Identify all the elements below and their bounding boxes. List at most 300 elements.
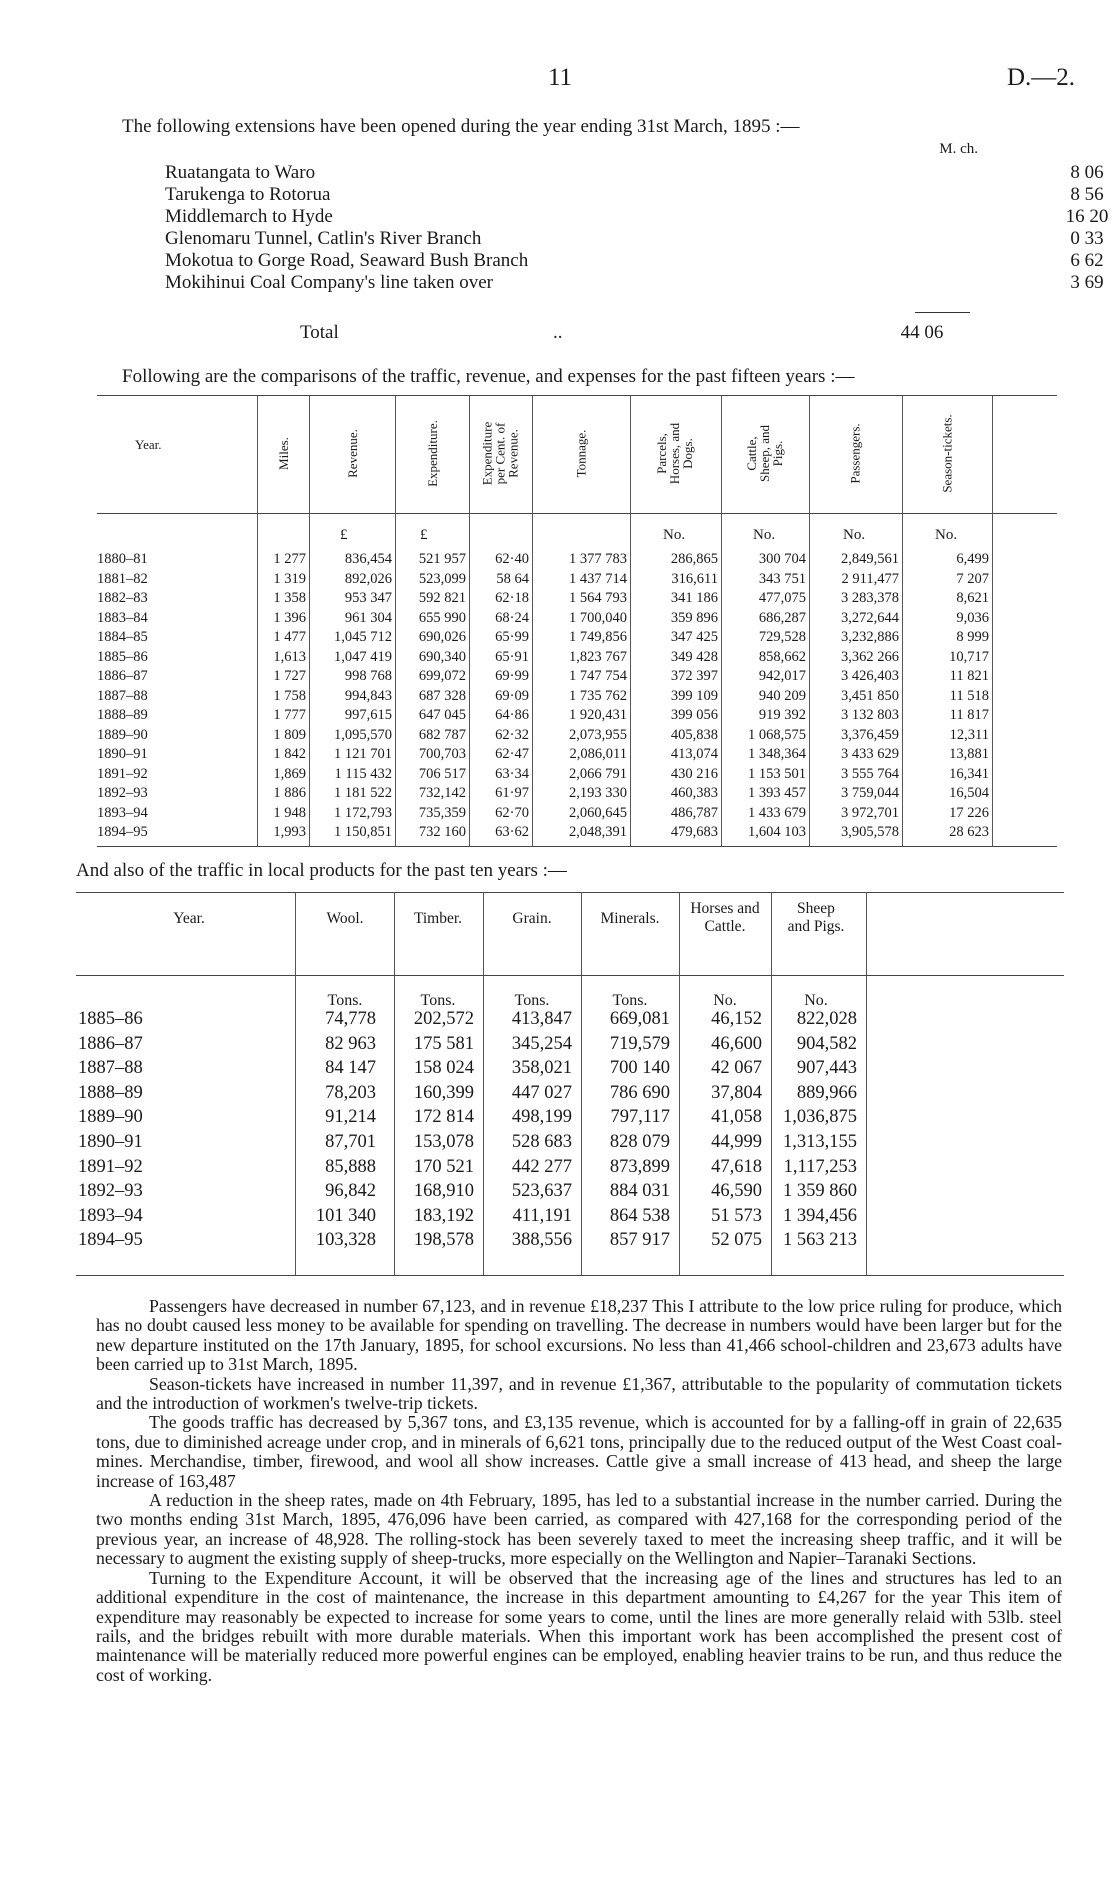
table-cell: 183,192 <box>413 1205 474 1226</box>
table-cell: 706 517 <box>418 765 466 782</box>
table-cell: 69·99 <box>495 668 529 684</box>
extensions-total-leader: .. <box>553 322 563 343</box>
table-cell: 6,499 <box>956 551 989 567</box>
row-year: 1885–86 <box>78 1009 143 1029</box>
table-cell: 669,081 <box>609 1009 670 1029</box>
table-cell: 682 787 <box>418 726 466 743</box>
table-row <box>76 1107 1064 1128</box>
table-cell: 1 319 <box>273 570 306 587</box>
table-cell: 3,905,578 <box>841 824 899 840</box>
table-header-rule <box>76 975 1064 976</box>
table-cell: 822,028 <box>796 1009 857 1029</box>
table-cell: 1,613 <box>273 648 306 665</box>
table-row <box>97 551 1057 570</box>
table-row <box>97 727 1057 746</box>
extension-name: Tarukenga to Rotorua <box>165 184 331 205</box>
table-cell: 84 147 <box>325 1058 376 1079</box>
table-cell: 3 555 764 <box>841 765 899 782</box>
table-cell: 3,272,644 <box>841 609 899 626</box>
unit-label: £ <box>340 527 348 543</box>
table-cell: 447 027 <box>511 1082 572 1103</box>
extension-name: Mokotua to Gorge Road, Seaward Bush Branch <box>165 250 529 271</box>
table-cell: 732,142 <box>418 785 466 801</box>
table-cell: 65·99 <box>495 629 529 645</box>
table-cell: 96,842 <box>325 1181 376 1202</box>
table-cell: 1 948 <box>273 804 306 821</box>
column-header: Year. <box>173 910 205 927</box>
column-header-label: Parcels, Horses, and Dogs. <box>654 422 696 484</box>
extensions-total-value: 44 06 <box>900 322 944 343</box>
table-cell: 836,454 <box>344 551 392 567</box>
unit-label: No. <box>843 527 866 543</box>
table-cell: 46,152 <box>711 1009 762 1029</box>
table-cell: 101 340 <box>315 1205 376 1226</box>
table-cell: 3 759,044 <box>841 785 899 801</box>
table-cell: 828 079 <box>609 1132 670 1152</box>
table-cell: 1,095,570 <box>334 726 392 743</box>
extension-name: Mokihinui Coal Company's line taken over <box>165 272 493 293</box>
table-cell: 3 426,403 <box>841 668 899 684</box>
table-cell: 1 348,364 <box>748 746 806 762</box>
table-cell: 300 704 <box>758 551 806 567</box>
table-row <box>97 668 1057 687</box>
row-year: 1888–89 <box>97 707 148 723</box>
table-cell: 864 538 <box>609 1205 670 1226</box>
table-cell: 1 358 <box>273 590 306 606</box>
table-cell: 8,621 <box>956 590 989 606</box>
table-cell: 2,086,011 <box>569 746 627 762</box>
table-cell: 64·86 <box>495 707 529 723</box>
table-cell: 85,888 <box>325 1156 376 1177</box>
extension-row <box>165 184 1104 206</box>
table-cell: 1 393 457 <box>748 785 806 801</box>
table-cell: 168,910 <box>413 1181 474 1202</box>
table-cell: 46,600 <box>711 1033 762 1054</box>
row-year: 1894–95 <box>97 824 148 840</box>
table-row <box>97 688 1057 707</box>
table-cell: 523,637 <box>511 1181 572 1202</box>
table-cell: 69·09 <box>495 687 529 704</box>
table-cell: 65·91 <box>495 648 529 665</box>
table-cell: 1 172,793 <box>334 804 392 821</box>
row-year: 1881–82 <box>97 570 148 587</box>
extension-name: Glenomaru Tunnel, Catlin's River Branch <box>165 228 482 249</box>
unit-label: No. <box>713 992 737 1009</box>
table-row <box>97 707 1057 726</box>
row-year: 1882–83 <box>97 590 148 606</box>
table-cell: 3,232,886 <box>841 629 899 645</box>
table-cell: 889,966 <box>796 1082 857 1103</box>
row-year: 1880–81 <box>97 551 148 567</box>
table-cell: 1 377 783 <box>569 551 627 567</box>
table-cell: 892,026 <box>344 570 392 587</box>
table-cell: 479,683 <box>670 824 718 840</box>
table-cell: 687 328 <box>418 687 466 704</box>
table-cell: 2,066 791 <box>569 765 627 782</box>
table-cell: 1 920,431 <box>569 707 627 723</box>
table-cell: 498,199 <box>511 1107 572 1128</box>
unit-label: Tons. <box>612 992 648 1009</box>
table-cell: 1 181 522 <box>334 785 392 801</box>
table-cell: 11 821 <box>949 668 989 684</box>
table-cell: 28 623 <box>949 824 989 840</box>
table-cell: 1 758 <box>273 687 306 704</box>
traffic-table-heading: Following are the comparisons of the traffic, revenue, and expenses for the past fifteen years :— <box>122 366 855 387</box>
row-year: 1891–92 <box>97 765 148 782</box>
table-row <box>97 824 1057 843</box>
table-cell: 413,847 <box>511 1009 572 1029</box>
column-header: Minerals. <box>600 910 660 927</box>
column-header: Sheep and Pigs. <box>787 900 845 935</box>
table-cell: 42 067 <box>711 1058 762 1079</box>
column-header-label: Miles. <box>275 436 291 470</box>
unit-label: No. <box>804 992 828 1009</box>
table-cell: 202,572 <box>413 1009 474 1029</box>
table-cell: 153,078 <box>413 1132 474 1152</box>
table-cell: 523,099 <box>418 570 466 587</box>
table-cell: 1,823 767 <box>569 648 627 665</box>
page-number: 11 <box>547 64 573 91</box>
table-cell: 286,865 <box>670 551 718 567</box>
table-cell: 359 896 <box>670 609 718 626</box>
table-row <box>97 746 1057 765</box>
table-row <box>97 805 1057 824</box>
table-cell: 1,117,253 <box>783 1156 857 1177</box>
table-cell: 372 397 <box>670 668 718 684</box>
document-reference: D.—2. <box>1006 64 1075 91</box>
local-products-table <box>76 892 1064 1277</box>
table-cell: 942,017 <box>758 668 806 684</box>
table-cell: 2 911,477 <box>841 570 899 587</box>
table-cell: 11 518 <box>949 687 989 704</box>
extension-length: 0 33 <box>1070 228 1104 249</box>
extension-length: 6 62 <box>1070 250 1104 271</box>
table-cell: 411,191 <box>512 1205 572 1226</box>
table-bottom-rule <box>76 1275 1064 1276</box>
table-cell: 3,451 850 <box>841 687 899 704</box>
row-year: 1891–92 <box>78 1156 143 1177</box>
table-cell: 1 433 679 <box>748 804 806 821</box>
extension-length: 16 20 <box>1065 206 1109 227</box>
column-header-label: Revenue. <box>344 428 360 478</box>
table-cell: 63·62 <box>495 824 529 840</box>
unit-label: Tons. <box>420 992 456 1009</box>
table-cell: 62·32 <box>495 726 529 743</box>
table-cell: 907,443 <box>796 1058 857 1079</box>
table-cell: 2,048,391 <box>569 824 627 840</box>
table-cell: 11 817 <box>949 707 989 723</box>
table-cell: 735,359 <box>418 804 466 821</box>
table-cell: 786 690 <box>609 1082 670 1103</box>
table-cell: 486,787 <box>670 804 718 821</box>
table-cell: 1 842 <box>273 746 306 762</box>
column-header: Timber. <box>413 910 463 927</box>
table-cell: 399 056 <box>670 707 718 723</box>
column-header-label: Season-tickets. <box>939 413 955 493</box>
unit-label: No. <box>753 527 776 543</box>
table-cell: 68·24 <box>495 609 529 626</box>
products-table-heading: And also of the traffic in local products for the past ten years :— <box>76 860 567 881</box>
table-cell: 884 031 <box>609 1181 670 1202</box>
table-cell: 7 207 <box>956 570 989 587</box>
table-cell: 13,881 <box>949 746 989 762</box>
column-header <box>625 403 725 503</box>
table-cell: 91,214 <box>325 1107 376 1128</box>
column-header: Grain. <box>512 910 552 927</box>
unit-label: No. <box>935 527 958 543</box>
extension-length: 8 06 <box>1070 162 1104 183</box>
table-cell: 158 024 <box>413 1058 474 1079</box>
table-cell: 175 581 <box>413 1033 474 1054</box>
table-header-rule <box>97 513 1057 514</box>
table-cell: 1,604 103 <box>748 824 806 840</box>
total-rule <box>915 312 970 313</box>
table-cell: 873,899 <box>609 1156 670 1177</box>
table-cell: 2,073,955 <box>569 726 627 743</box>
table-cell: 1,313,155 <box>783 1132 857 1152</box>
table-cell: 1 153 501 <box>748 765 806 782</box>
table-cell: 686,287 <box>758 609 806 626</box>
table-cell: 12,311 <box>949 726 989 743</box>
table-cell: 919 392 <box>758 707 806 723</box>
unit-label: Tons. <box>514 992 550 1009</box>
table-row <box>97 629 1057 648</box>
table-cell: 430 216 <box>670 765 718 782</box>
extensions-total-label: Total <box>300 322 339 343</box>
unit-label: £ <box>420 527 428 543</box>
row-year: 1888–89 <box>78 1082 143 1103</box>
extension-row <box>165 272 1104 294</box>
table-cell: 46,590 <box>711 1181 762 1202</box>
extensions-list <box>165 162 1109 294</box>
table-cell: 998 768 <box>344 668 392 684</box>
table-cell: 1 068,575 <box>748 726 806 743</box>
table-cell: 160,399 <box>413 1082 474 1103</box>
row-year: 1887–88 <box>78 1058 143 1079</box>
table-cell: 442 277 <box>511 1156 572 1177</box>
column-header: Wool. <box>326 910 364 927</box>
table-cell: 1,045 712 <box>334 629 392 645</box>
column-header-label: Expenditure. <box>424 419 440 487</box>
table-row <box>97 610 1057 629</box>
table-cell: 655 990 <box>418 609 466 626</box>
extension-row <box>165 250 1104 272</box>
table-cell: 61·97 <box>495 785 529 801</box>
table-row <box>76 1157 1064 1178</box>
table-cell: 2,060,645 <box>569 804 627 821</box>
table-cell: 3,376,459 <box>841 726 899 743</box>
table-cell: 858,662 <box>758 648 806 665</box>
column-header <box>531 403 631 503</box>
table-cell: 51 573 <box>711 1205 762 1226</box>
table-cell: 690,340 <box>418 648 466 665</box>
row-year: 1894–95 <box>78 1230 143 1251</box>
row-year: 1890–91 <box>97 746 148 762</box>
table-cell: 74,778 <box>325 1009 376 1029</box>
table-cell: 2,193 330 <box>569 785 627 801</box>
table-cell: 399 109 <box>670 687 718 704</box>
table-cell: 1 749,856 <box>569 629 627 645</box>
row-year: 1886–87 <box>97 668 148 684</box>
table-row <box>97 785 1057 804</box>
table-cell: 1 359 860 <box>783 1181 857 1202</box>
body-text <box>96 1297 1062 1685</box>
table-cell: 1 277 <box>273 551 306 567</box>
table-top-rule <box>97 395 1057 396</box>
table-row <box>97 766 1057 785</box>
table-cell: 3 132 803 <box>841 707 899 723</box>
table-cell: 477,075 <box>758 590 806 606</box>
row-year: 1892–93 <box>78 1181 143 1202</box>
table-cell: 345,254 <box>511 1033 572 1054</box>
table-cell: 10,717 <box>949 648 989 665</box>
table-cell: 997,615 <box>344 707 392 723</box>
paragraph-passengers: Passengers have decreased in number 67,123, and in revenue £18,237 This I attribute to the low price ruling for produce, which has no doubt caused less money to be available for spending on travelling. The decrease in numbers would have been larger but for the new departure instituted on the 17th January, 1895, for school excursions. No less than 41,466 school-children and 23,673 adults have been carried up to 31st March, 1895. <box>96 1296 1062 1375</box>
table-cell: 1 564 793 <box>569 590 627 606</box>
table-cell: 82 963 <box>325 1033 376 1054</box>
table-cell: 413,074 <box>670 746 718 762</box>
table-cell: 1 477 <box>273 629 306 645</box>
row-year: 1885–86 <box>97 648 148 665</box>
column-header <box>805 403 905 503</box>
table-cell: 78,203 <box>325 1082 376 1103</box>
row-year: 1892–93 <box>97 785 148 801</box>
table-cell: 62·40 <box>495 551 529 567</box>
row-year: 1886–87 <box>78 1033 143 1054</box>
table-cell: 1 809 <box>273 726 306 743</box>
row-year: 1893–94 <box>78 1205 143 1226</box>
table-row <box>76 1132 1064 1153</box>
table-cell: 62·18 <box>495 590 529 606</box>
table-row <box>97 590 1057 609</box>
column-header: Horses and Cattle. <box>690 900 760 935</box>
extension-length: 8 56 <box>1070 184 1104 205</box>
extension-length: 3 69 <box>1070 272 1104 293</box>
table-cell: 1,036,875 <box>783 1107 857 1128</box>
table-cell: 700,703 <box>418 746 466 762</box>
extension-row <box>165 206 1109 228</box>
table-cell: 1 735 762 <box>569 687 627 704</box>
table-cell: 961 304 <box>344 609 392 626</box>
table-cell: 198,578 <box>413 1230 474 1251</box>
table-row <box>76 1009 1064 1030</box>
table-cell: 1 747 754 <box>569 668 627 684</box>
table-cell: 729,528 <box>758 629 806 645</box>
row-year: 1893–94 <box>97 804 148 821</box>
table-cell: 87,701 <box>325 1132 376 1152</box>
table-cell: 690,026 <box>418 629 466 645</box>
column-header-year: Year. <box>135 437 162 452</box>
table-row <box>76 1181 1064 1202</box>
table-cell: 349 428 <box>670 648 718 665</box>
extension-name: Ruatangata to Waro <box>165 162 316 183</box>
paragraph-expenditure: Turning to the Expenditure Account, it will be observed that the increasing age of the lines and structures has led to an additional expenditure in the cost of maintenance, the increase in this department amounting to £4,267 for the year This item of expenditure may reasonably be expected to increase for some years to come, until the lines are more generally relaid with 53lb. steel rails, and the bridges rebuilt with more durable materials. When this important work has been accomplished the present cost of maintenance will be materially reduced more powerful engines can be employed, enabling heavier trains to be run, and thus reduce the cost of working. <box>96 1567 1062 1685</box>
table-cell: 1,993 <box>273 824 306 840</box>
column-header <box>897 403 997 503</box>
paragraph-season-tickets: Season-tickets have increased in number 11,397, and in revenue £1,367, attributable to the popularity of commutation tickets and the introduction of workmen's twelve-trip tickets. <box>96 1373 1062 1414</box>
table-cell: 1,047 419 <box>334 648 392 665</box>
table-cell: 1 700,040 <box>569 609 627 626</box>
extensions-intro: The following extensions have been opened during the year ending 31st March, 1895 :— <box>122 116 800 137</box>
table-cell: 62·47 <box>495 746 529 762</box>
table-row <box>97 571 1057 590</box>
unit-label: No. <box>663 527 686 543</box>
table-cell: 16,504 <box>949 785 989 801</box>
table-cell: 1 727 <box>273 668 306 684</box>
table-cell: 3 433 629 <box>841 746 899 762</box>
paragraph-goods-traffic: The goods traffic has decreased by 5,367 tons, and £3,135 revenue, which is accounted for by a falling-off in grain of 22,635 tons, due to diminished acreage under crop, and in minerals of 6,621 tons, principally due to the reduced output of the West Coast coal-mines. Merchandise, timber, firewood, and wool all show increases. Cattle give a small increase of 413 head, and sheep the large increase of 163,487 <box>96 1412 1062 1491</box>
table-cell: 1 396 <box>273 609 306 626</box>
table-cell: 3 972,701 <box>841 804 899 821</box>
extension-row <box>165 228 1104 250</box>
table-cell: 994,843 <box>344 687 392 704</box>
table-cell: 700 140 <box>609 1058 670 1079</box>
table-cell: 8 999 <box>956 629 989 645</box>
table-cell: 343 751 <box>758 570 806 587</box>
table-row <box>76 1058 1064 1079</box>
table-cell: 358,021 <box>511 1058 572 1079</box>
table-row <box>76 1230 1064 1251</box>
table-cell: 52 075 <box>711 1230 762 1251</box>
table-cell: 719,579 <box>609 1033 670 1054</box>
table-cell: 732 160 <box>418 824 466 840</box>
table-row <box>76 1034 1064 1055</box>
table-cell: 699,072 <box>418 668 466 684</box>
traffic-comparison-table <box>97 395 1057 847</box>
table-cell: 521 957 <box>418 551 466 567</box>
extensions-unit-label: M. ch. <box>939 141 978 157</box>
column-header <box>715 403 815 503</box>
table-cell: 797,117 <box>610 1107 670 1128</box>
table-cell: 1 777 <box>273 707 306 723</box>
table-cell: 9,036 <box>956 609 989 626</box>
table-cell: 347 425 <box>670 629 718 645</box>
column-header-label: Passengers. <box>847 422 863 484</box>
table-cell: 17 226 <box>949 804 989 821</box>
table-cell: 904,582 <box>796 1033 857 1054</box>
row-year: 1889–90 <box>78 1107 143 1128</box>
paragraph-sheep-rates: A reduction in the sheep rates, made on 4th February, 1895, has led to a substantial increase in the number carried. During the two months ending 31st March, 1895, 476,096 have been carried, as compared with 427,168 for the corresponding period of the previous year, an increase of 48,928. The rolling-stock has been severely taxed to meet the increasing sheep traffic, and it will be necessary to augment the existing supply of sheep-trucks, more especially on the Wellington and Napier–Taranaki Sections. <box>96 1490 1062 1569</box>
table-cell: 44,999 <box>711 1132 762 1152</box>
table-cell: 953 347 <box>344 590 392 606</box>
table-cell: 1 150,851 <box>334 824 392 840</box>
table-cell: 592 821 <box>418 590 466 606</box>
table-cell: 3,362 266 <box>841 648 899 665</box>
table-cell: 63·34 <box>495 765 529 782</box>
row-year: 1884–85 <box>97 629 148 645</box>
table-cell: 528 683 <box>511 1132 572 1152</box>
table-cell: 1 886 <box>273 785 306 801</box>
table-bottom-rule <box>97 846 1057 847</box>
column-header-label: Expenditure per Cent. of Revenue. <box>479 421 521 485</box>
table-cell: 170 521 <box>413 1156 474 1177</box>
table-cell: 1 121 701 <box>334 746 392 762</box>
column-header-label: Tonnage. <box>573 429 589 477</box>
table-cell: 405,838 <box>670 726 718 743</box>
unit-label: Tons. <box>327 992 363 1009</box>
table-cell: 37,804 <box>711 1082 762 1103</box>
table-cell: 341 186 <box>670 590 718 606</box>
table-cell: 388,556 <box>511 1230 572 1251</box>
row-year: 1890–91 <box>78 1132 143 1152</box>
table-cell: 460,383 <box>670 785 718 801</box>
table-cell: 41,058 <box>711 1107 762 1128</box>
extension-name: Middlemarch to Hyde <box>165 206 333 227</box>
table-cell: 62·70 <box>495 804 529 821</box>
table-cell: 172 814 <box>413 1107 474 1128</box>
extension-row <box>165 162 1104 184</box>
table-cell: 47,618 <box>711 1156 762 1177</box>
